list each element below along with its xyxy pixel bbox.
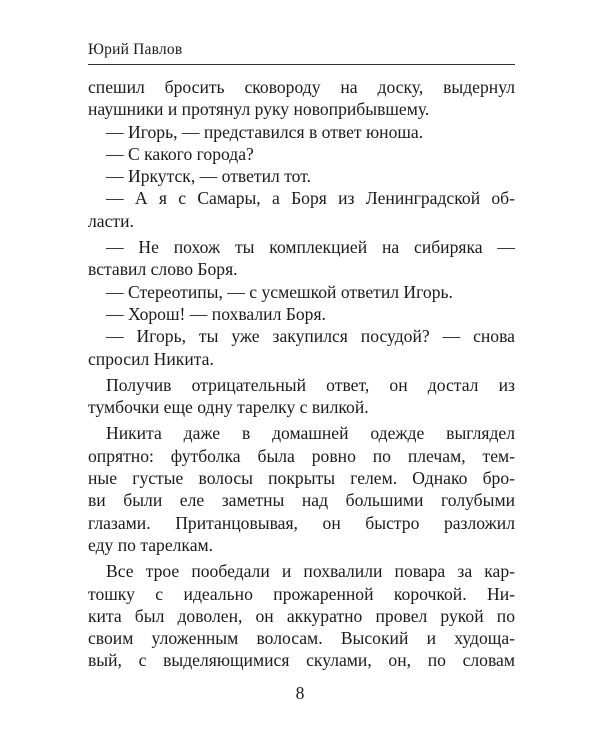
text-line: ные густые волосы покрыты гелем. Однако бро- (88, 468, 515, 489)
text-line: — Не похож ты комплекцией на сибиряка — (106, 237, 515, 258)
text-line: — Хорош! — похвалил Боря. (106, 303, 326, 324)
page-number: 8 (295, 683, 305, 703)
text-line: своим уложенным волосам. Высокий и худоща- (88, 628, 515, 649)
text-line: — С какого города? (106, 143, 254, 164)
header-rule (88, 64, 515, 65)
text-line: еду по тарелкам. (88, 534, 214, 555)
text-line: — А я с Самары, а Боря из Ленинградской об- (106, 188, 515, 209)
text-line: — Игорь, ты уже закупился посудой? — снова (106, 326, 515, 347)
text-line: вый, с выделяющимися скулами, он, по словам (88, 650, 515, 671)
body-text (88, 76, 515, 672)
text-line: наушники и протянул руку новоприбывшему. (88, 99, 430, 120)
text-line: вставил слово Боря. (88, 259, 238, 280)
text-line: глазами. Пританцовывая, он быстро разложил (88, 512, 515, 533)
text-line: ласти. (88, 210, 134, 231)
text-line: опрятно: футболка была ровно по плечам, тем- (88, 445, 515, 466)
text-line: Никита даже в домашней одежде выглядел (106, 423, 515, 444)
text-line: тумбочки еще одну тарелку с вилкой. (88, 397, 369, 418)
text-line: — Стереотипы, — с усмешкой ответил Игорь. (106, 281, 453, 302)
text-line: Получив отрицательный ответ, он достал из (106, 374, 515, 395)
text-line: — Иркутск, — ответил тот. (106, 166, 311, 187)
text-line: спешил бросить сковороду на доску, выдернул (88, 77, 515, 97)
text-line: Все трое пообедали и похвалили повара за кар- (106, 561, 515, 582)
text-line: кита был доволен, он аккуратно провел рукой по (88, 605, 515, 626)
text-line: ви были еле заметны над большими голубыми (88, 490, 515, 511)
text-line: — Игорь, — представился в ответ юноша. (106, 121, 424, 142)
text-line: спросил Никита. (88, 348, 214, 369)
text-line: тошку с идеально прожаренной корочкой. Ни- (88, 583, 515, 604)
running-header-author: Юрий Павлов (88, 41, 183, 58)
